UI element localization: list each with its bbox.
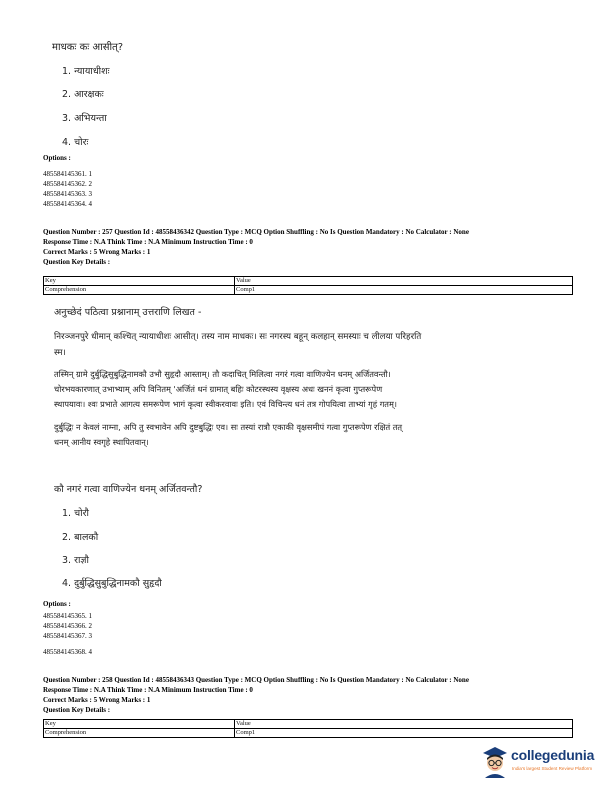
option-3: 3. राज्ञौ [62, 555, 89, 566]
option-id: 485584145361. 1 [43, 170, 92, 178]
table-header-value: Value [235, 277, 573, 286]
option-1: 1. चोरौ [62, 508, 89, 519]
logo-wordmark: collegedunia [511, 747, 595, 763]
option-4: 4. चोरः [62, 137, 89, 148]
table-cell-value: Comp1 [235, 286, 573, 295]
option-id: 485584145364. 4 [43, 200, 92, 208]
option-4: 4. दुर्बुद्धिसुबुद्धिनामकौ सुहृदौ [62, 578, 162, 589]
question-meta: Correct Marks : 5 Wrong Marks : 1 [43, 248, 151, 256]
table-header-key: Key [44, 277, 235, 286]
passage-line: चोरभयकारणात् उभाभ्याम् अपि विनितम् 'अर्जितं धनं ग्रामात् बहिः कोटरस्थस्य वृक्षस्य अधः खननं कृत्वा गुप्तरूपेण [54, 384, 383, 394]
logo-tagline: India's largest Student Review Platform [512, 766, 593, 771]
option-id: 485584145367. 3 [43, 632, 92, 640]
question-stem: माधकः कः आसीत्? [52, 42, 124, 53]
options-label: Options : [43, 154, 71, 162]
passage-line: निरञ्जनपुरे धीमान् कश्चित् न्यायाधीशः आसीत्। तस्य नाम माधकः। सः नगरस्य बहून् कलहान् समस्याः च लीलया परिहरति [54, 332, 422, 342]
question-meta: Question Key Details : [43, 258, 111, 266]
question-stem: कौ नगरं गत्वा वाणिज्येन धनम् अर्जितवन्तौ? [54, 484, 203, 495]
option-id: 485584145366. 2 [43, 622, 92, 630]
table-cell-key: Comprehension [44, 729, 235, 738]
passage-line: स्म। [54, 348, 66, 358]
question-meta: Question Number : 258 Question Id : 48558436343 Question Type : MCQ Option Shuffling : No Is Question Mandatory : No Calculator : None [43, 676, 469, 684]
question-meta: Question Number : 257 Question Id : 48558436342 Question Type : MCQ Option Shuffling : No Is Question Mandatory : No Calculator : None [43, 228, 469, 236]
table-header-value: Value [235, 720, 573, 729]
key-details-table [43, 719, 573, 738]
graduate-avatar-icon [480, 744, 510, 778]
collegedunia-logo [480, 742, 612, 782]
option-id: 485584145365. 1 [43, 612, 92, 620]
passage-line: तस्मिन् ग्रामे दुर्बुद्धिसुबुद्धिनामकौ उभौ सुहृदौ आस्ताम्। तौ कदाचित् मिलित्वा नगरं गत्वा वाणिज्येन धनम् अर्जितवन्तौ। [54, 369, 391, 379]
question-meta: Response Time : N.A Think Time : N.A Minimum Instruction Time : 0 [43, 686, 253, 694]
table-cell-key: Comprehension [44, 286, 235, 295]
options-label: Options : [43, 600, 71, 608]
passage-line: स्थापयावः। श्वः प्रभाते आगत्य समरूपेण भागं कृत्वा स्वीकरवावः इति। एवं विचिन्त्य धनं तत्र गोपयित्वा ताभ्यां गृहं गतम्। [54, 399, 397, 409]
option-3: 3. अभियन्ता [62, 113, 107, 124]
option-2: 2. बालकौ [62, 532, 99, 543]
question-meta: Correct Marks : 5 Wrong Marks : 1 [43, 696, 151, 704]
passage-line: धनम् आनीय स्वगृहे स्थापितवान्। [54, 437, 149, 447]
passage-title: अनुच्छेदं पठित्वा प्रश्नानाम् उत्तराणि लिखत - [54, 307, 202, 318]
passage-line: दुर्बुद्धिः न केवलं नाम्ना, अपि तु स्वभावेन अपि दुष्टबुद्धिः एव। सः तस्यां रात्रौ एकाकी वृक्षसमीपं गत्वा गुप्तरूपेण रक्षितं तत् [54, 422, 403, 432]
question-meta: Question Key Details : [43, 706, 111, 714]
table-header-key: Key [44, 720, 235, 729]
key-details-table [43, 276, 573, 295]
option-id: 485584145368. 4 [43, 648, 92, 656]
option-id: 485584145363. 3 [43, 190, 92, 198]
table-cell-value: Comp1 [235, 729, 573, 738]
option-1: 1. न्यायाधीशः [62, 66, 110, 77]
question-meta: Response Time : N.A Think Time : N.A Minimum Instruction Time : 0 [43, 238, 253, 246]
option-2: 2. आरक्षकः [62, 89, 104, 100]
option-id: 485584145362. 2 [43, 180, 92, 188]
